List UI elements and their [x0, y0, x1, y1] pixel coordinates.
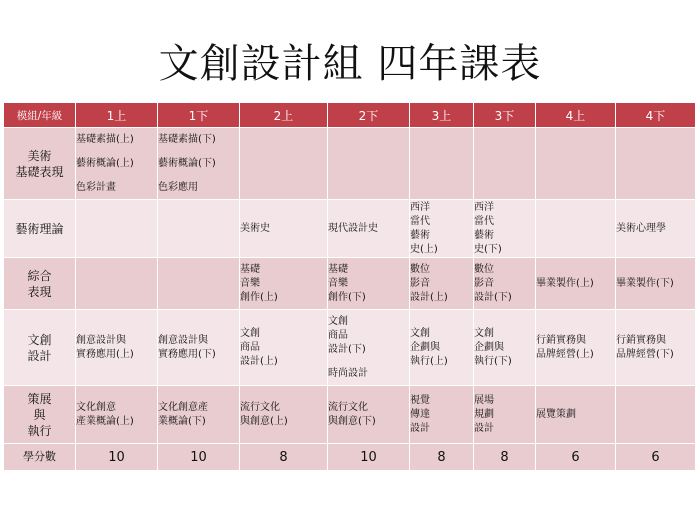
course-name: 商品 — [328, 329, 348, 341]
course-name: 基礎素描(下) — [158, 133, 216, 145]
course-name: 基礎 — [240, 263, 260, 275]
category-line: 執行 — [27, 423, 52, 438]
course-cell — [474, 258, 536, 310]
course-cell — [240, 128, 328, 200]
header-row — [4, 103, 696, 128]
course-name: 與創意(上) — [240, 415, 288, 427]
course-name: 基礎素描(上) — [76, 133, 134, 145]
course-name: 展覽策劃 — [536, 408, 576, 420]
course-name: 當代 — [474, 215, 494, 227]
course-name: 創作(下) — [328, 291, 366, 303]
course-cell — [616, 310, 696, 386]
course-name: 史(上) — [410, 243, 438, 255]
category-line: 藝術理論 — [15, 221, 64, 236]
category-line: 設計 — [27, 348, 52, 363]
course-cell — [410, 386, 474, 444]
course-name: 商品 — [240, 341, 260, 353]
table-row — [4, 200, 696, 258]
row-category — [4, 258, 76, 310]
credit-value: 6 — [536, 444, 616, 471]
course-cell — [76, 128, 158, 200]
course-cell — [616, 386, 696, 444]
course-cell — [240, 258, 328, 310]
course-name: 執行(下) — [474, 355, 512, 367]
course-name: 現代設計史 — [328, 222, 378, 234]
course-cell — [328, 310, 410, 386]
column-header: 1下 — [158, 103, 240, 128]
course-cell — [240, 200, 328, 258]
course-name: 品牌經營(上) — [536, 348, 594, 360]
course-cell — [474, 386, 536, 444]
course-name: 藝術 — [474, 229, 494, 241]
course-name: 規劃 — [474, 408, 494, 420]
credit-value: 10 — [328, 444, 410, 471]
course-name: 視覺 — [410, 394, 430, 406]
course-cell — [536, 200, 616, 258]
course-name: 音樂 — [328, 277, 348, 289]
course-cell — [536, 386, 616, 444]
credit-value: 8 — [410, 444, 474, 471]
course-name: 行銷實務與 — [536, 334, 586, 346]
course-name: 文創 — [328, 315, 348, 327]
course-name: 與創意(下) — [328, 415, 376, 427]
category-line: 策展 — [27, 391, 52, 406]
course-cell — [410, 258, 474, 310]
course-name: 流行文化 — [240, 401, 280, 413]
course-name: 西洋 — [474, 201, 494, 213]
course-name: 流行文化 — [328, 401, 368, 413]
credit-value: 6 — [616, 444, 696, 471]
column-header: 2下 — [328, 103, 410, 128]
course-cell — [76, 258, 158, 310]
course-name: 設計(下) — [474, 291, 512, 303]
column-header: 4下 — [616, 103, 696, 128]
course-name: 創作(上) — [240, 291, 278, 303]
table-row — [4, 310, 696, 386]
column-header: 1上 — [76, 103, 158, 128]
course-cell — [410, 128, 474, 200]
course-name: 西洋 — [410, 201, 430, 213]
course-name: 時尚設計 — [328, 367, 368, 379]
course-name: 設計 — [410, 422, 430, 434]
course-name: 色彩應用 — [158, 181, 198, 193]
course-name: 設計(上) — [410, 291, 448, 303]
course-name: 展場 — [474, 394, 494, 406]
course-name: 企劃與 — [474, 341, 504, 353]
course-name: 文創 — [410, 327, 430, 339]
course-cell — [410, 310, 474, 386]
course-name: 影音 — [410, 277, 430, 289]
category-line: 綜合 — [27, 268, 52, 283]
course-cell — [76, 310, 158, 386]
category-line: 文創 — [27, 332, 52, 347]
course-cell — [328, 386, 410, 444]
category-line: 與 — [33, 407, 46, 422]
course-name: 藝術 — [410, 229, 430, 241]
table-row — [4, 386, 696, 444]
category-line: 美術 — [27, 148, 52, 163]
course-name: 行銷實務與 — [616, 334, 666, 346]
credits-row — [4, 444, 696, 471]
course-name: 實務應用(下) — [158, 348, 216, 360]
course-name: 美術心理學 — [616, 222, 666, 234]
course-cell — [240, 310, 328, 386]
course-name: 文化創意 — [76, 401, 116, 413]
column-header: 4上 — [536, 103, 616, 128]
row-category — [4, 310, 76, 386]
course-cell — [474, 310, 536, 386]
course-name: 傳達 — [410, 408, 430, 420]
course-name: 實務應用(上) — [76, 348, 134, 360]
course-cell — [158, 258, 240, 310]
credit-value: 10 — [76, 444, 158, 471]
course-name: 創意設計與 — [158, 334, 208, 346]
course-cell — [158, 128, 240, 200]
credit-value: 10 — [158, 444, 240, 471]
category-line: 表現 — [27, 284, 52, 299]
course-name: 藝術概論(下) — [158, 157, 216, 169]
course-cell — [410, 200, 474, 258]
course-name: 藝術概論(上) — [76, 157, 134, 169]
course-cell — [474, 200, 536, 258]
course-name: 設計 — [474, 422, 494, 434]
table-row — [4, 258, 696, 310]
row-category — [4, 200, 76, 258]
course-cell — [536, 258, 616, 310]
column-header: 3上 — [410, 103, 474, 128]
credit-value: 8 — [474, 444, 536, 471]
course-cell — [158, 200, 240, 258]
course-cell — [474, 128, 536, 200]
course-cell — [616, 258, 696, 310]
course-name: 當代 — [410, 215, 430, 227]
category-line: 基礎表現 — [15, 164, 64, 179]
course-name: 數位 — [410, 263, 430, 275]
corner-header: 模組/年級 — [4, 103, 76, 128]
course-name: 業概論(下) — [158, 415, 206, 427]
course-cell — [76, 386, 158, 444]
course-name: 美術史 — [240, 222, 270, 234]
course-name: 品牌經營(下) — [616, 348, 674, 360]
course-name: 色彩計畫 — [76, 181, 116, 193]
course-cell — [240, 386, 328, 444]
course-name: 設計(下) — [328, 343, 366, 355]
course-name: 史(下) — [474, 243, 502, 255]
course-name: 產業概論(上) — [76, 415, 134, 427]
course-name: 創意設計與 — [76, 334, 126, 346]
course-name: 影音 — [474, 277, 494, 289]
page-title: 文創設計組 四年課表 — [158, 41, 542, 87]
course-cell — [158, 386, 240, 444]
course-name: 企劃與 — [410, 341, 440, 353]
column-header: 3下 — [474, 103, 536, 128]
course-cell — [158, 310, 240, 386]
course-name: 基礎 — [328, 263, 348, 275]
credits-label: 學分數 — [4, 444, 76, 471]
course-cell — [536, 310, 616, 386]
course-name: 設計(上) — [240, 355, 278, 367]
row-category — [4, 128, 76, 200]
course-cell — [328, 128, 410, 200]
course-name: 執行(上) — [410, 355, 448, 367]
course-cell — [76, 200, 158, 258]
course-name: 文化創意產 — [158, 401, 208, 413]
course-cell — [328, 200, 410, 258]
table-row — [4, 128, 696, 200]
course-name: 音樂 — [240, 277, 260, 289]
course-cell — [616, 200, 696, 258]
course-cell — [616, 128, 696, 200]
credit-value: 8 — [240, 444, 328, 471]
course-name: 文創 — [474, 327, 494, 339]
course-cell — [328, 258, 410, 310]
course-schedule-table — [3, 102, 696, 471]
course-name: 畢業製作(下) — [616, 277, 674, 289]
course-name: 數位 — [474, 263, 494, 275]
column-header: 2上 — [240, 103, 328, 128]
row-category — [4, 386, 76, 444]
course-cell — [536, 128, 616, 200]
course-name: 畢業製作(上) — [536, 277, 594, 289]
course-name: 文創 — [240, 327, 260, 339]
